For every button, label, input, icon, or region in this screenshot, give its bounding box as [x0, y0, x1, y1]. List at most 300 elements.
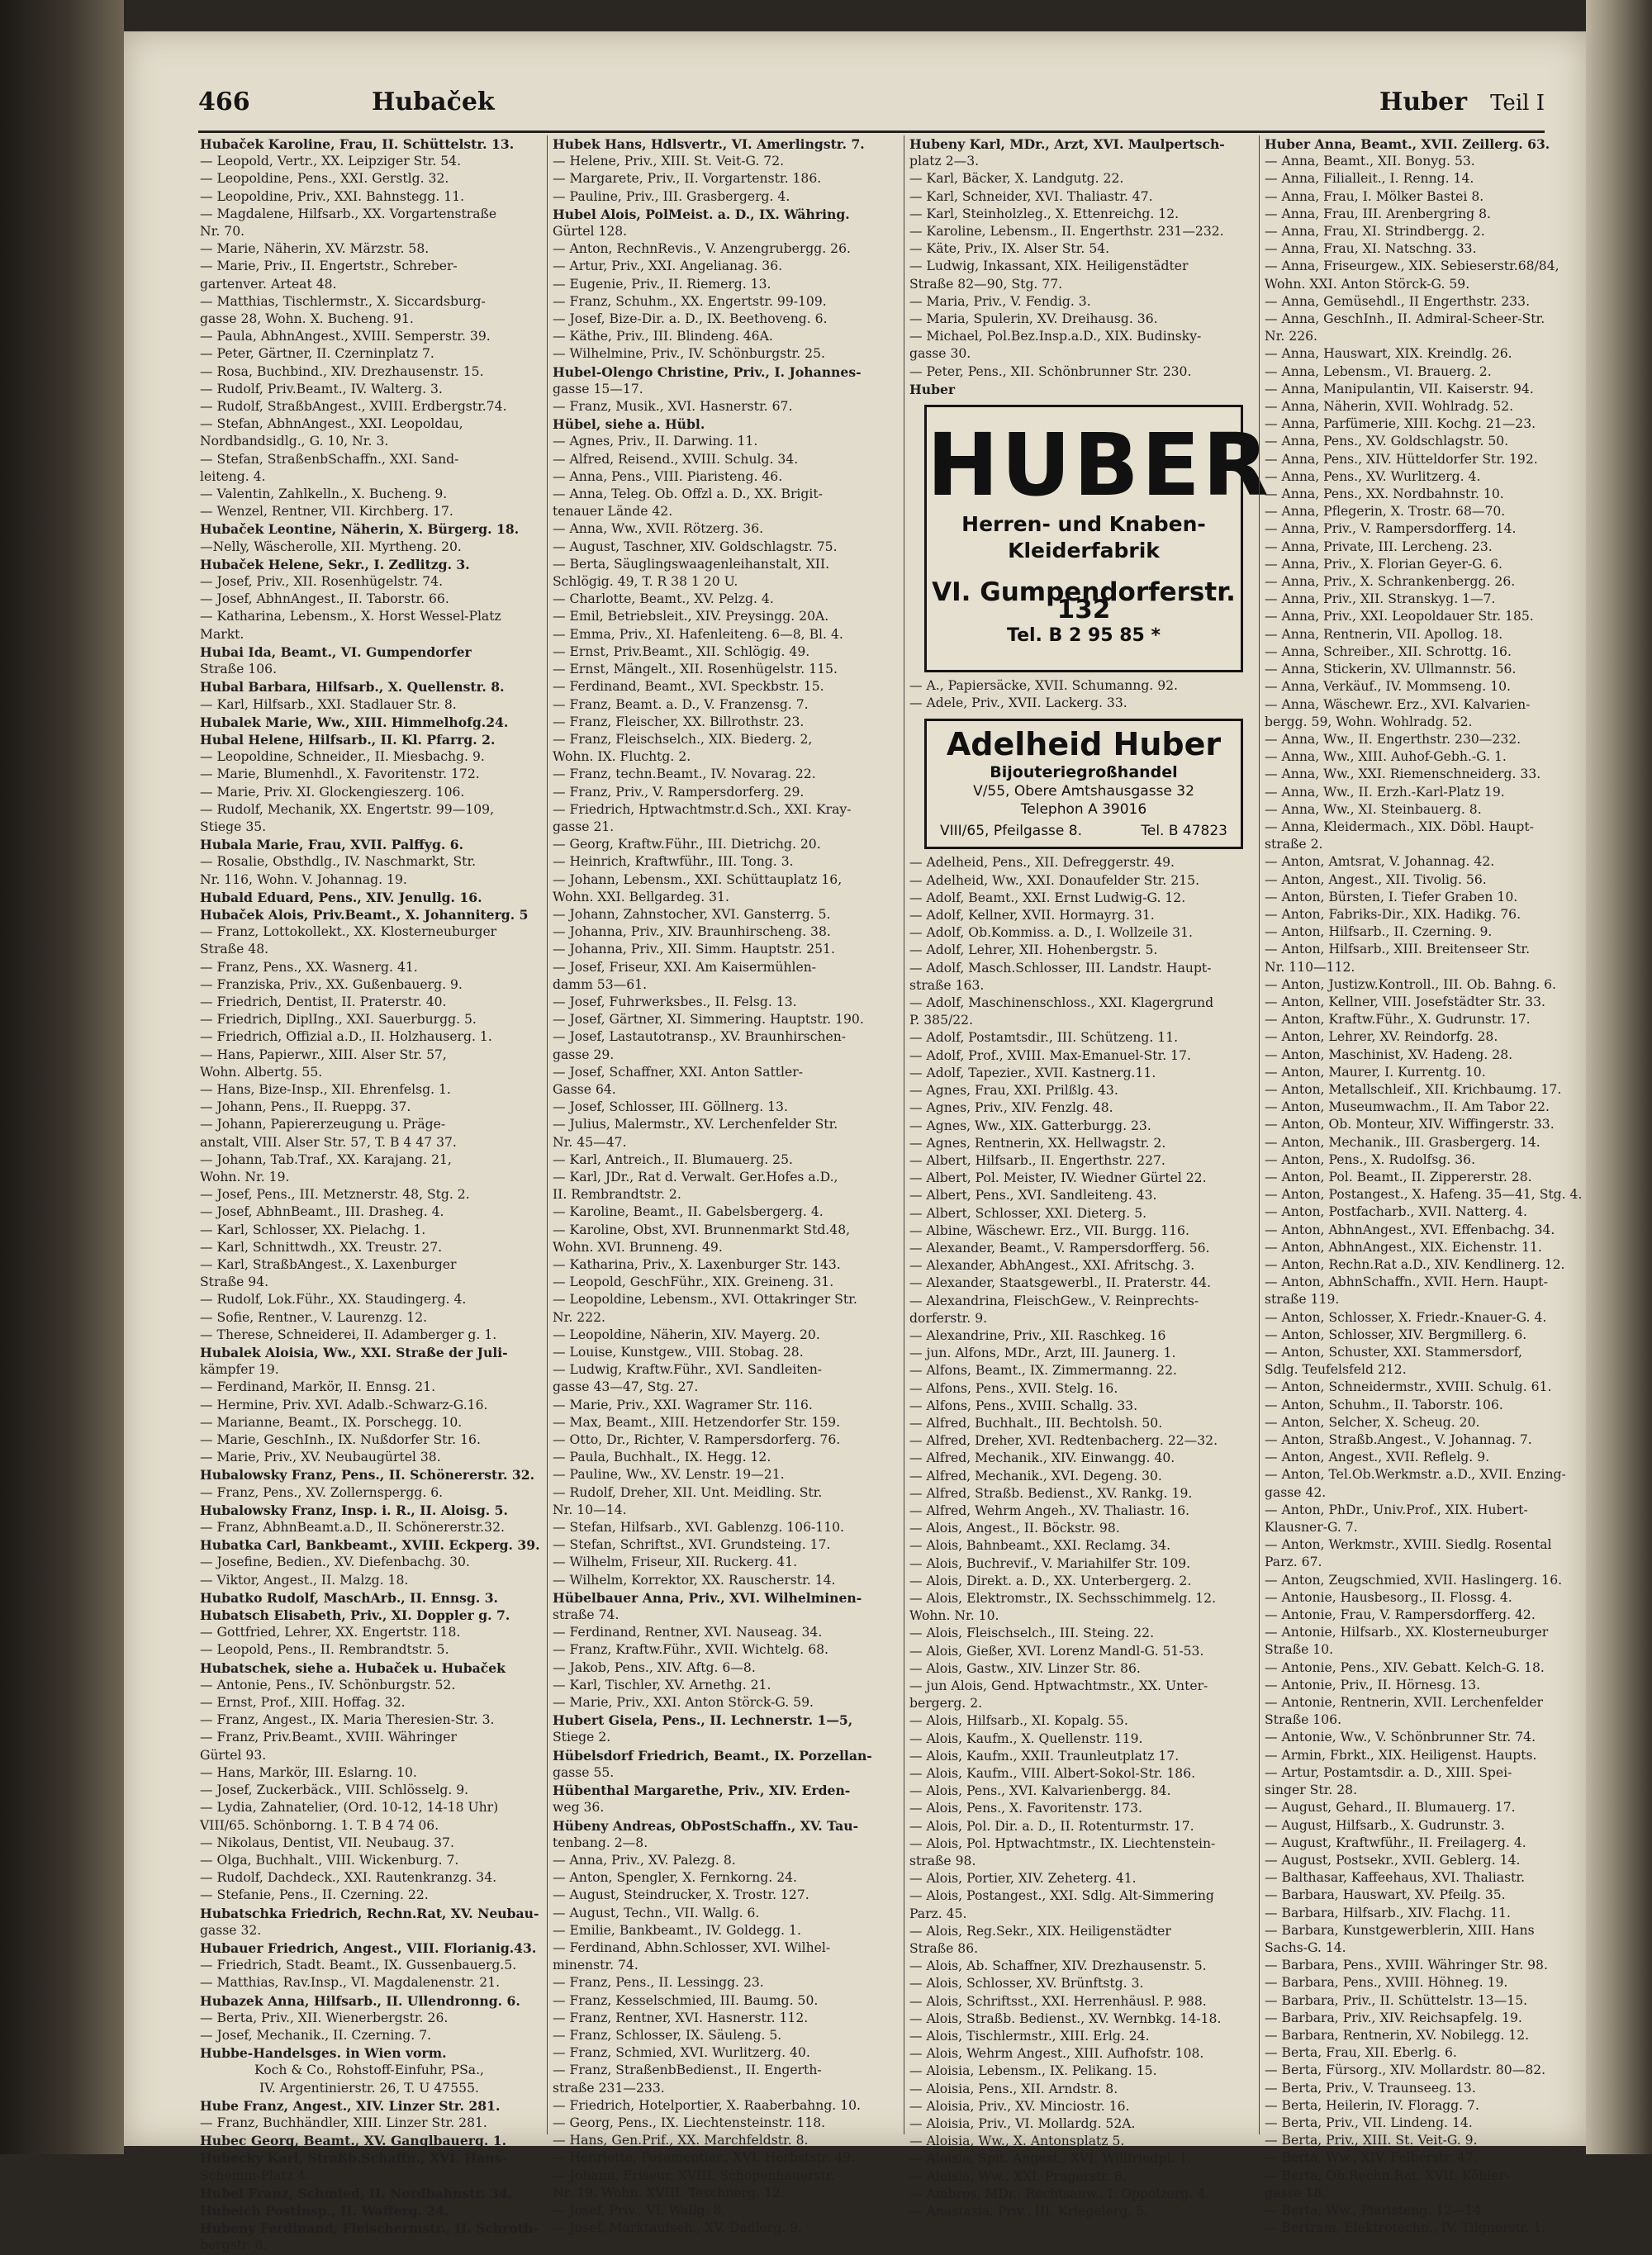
directory-entry-line: — Anna, Manipulantin, VII. Kaiserstr. 94. [1265, 381, 1534, 396]
adelheid-ad-second-location [927, 819, 1241, 840]
directory-entry-line: Hubaček Leontine, Näherin, X. Bürgerg. 18. [200, 521, 520, 538]
directory-entry-line: — Marie, Priv., XV. Neubaugürtel 38. [200, 1450, 441, 1465]
directory-entry-line: Stiege 2. [553, 1730, 611, 1745]
directory-entry-line: — Anton, Kellner, VIII. Josefstädter Str. 33. [1265, 994, 1545, 1009]
directory-entry-line: — Berta, Heilerin, IV. Floragg. 7. [1265, 2097, 1479, 2113]
directory-entry-line: — Artur, Postamtsdir. a. D., XIII. Spei- [1265, 1764, 1512, 1780]
directory-entry-line: straße 98. [909, 1854, 976, 1869]
directory-entry-line: — Agnes, Rentnerin, XX. Hellwagstr. 2. [909, 1135, 1166, 1151]
directory-entry-line: — Ambros, MDr., Rechtsanw., I. Oppolzerg. 4. [909, 2186, 1210, 2201]
directory-page [124, 31, 1586, 2253]
directory-entry-line: Hubeich Postinsp., II. Wafferg. 24. [200, 2202, 449, 2219]
directory-entry-line: Nr. 70. [200, 224, 245, 240]
directory-entry-line: —Nelly, Wäscherolle, XII. Myrtheng. 20. [200, 539, 462, 554]
directory-entry-line: — Anton, Metallschleif., XII. Krichbaumg. 17. [1265, 1081, 1562, 1097]
directory-entry-line: — Helene, Priv., XIII. St. Veit-G. 72. [553, 154, 785, 169]
directory-entry-line: — Artur, Priv., XXI. Angelianag. 36. [553, 259, 783, 274]
directory-entry-line: Straße 106. [200, 662, 278, 677]
directory-entry-line: — Josef, Schlosser, III. Göllnerg. 13. [553, 1099, 788, 1115]
directory-entry-line: — Wilhelm, Korrektor, XX. Rauscherstr. 14. [553, 1572, 836, 1588]
directory-entry-line: — Marie, Näherin, XV. Märzstr. 58. [200, 241, 430, 257]
directory-entry-line: — Josefine, Bedien., XV. Diefenbachg. 30. [200, 1555, 470, 1570]
column-2 [547, 135, 891, 2236]
directory-entry-line: — Anton, Postangest., X. Hafeng. 35—41, Stg. 4. [1265, 1187, 1583, 1203]
directory-entry-line: — Pauline, Priv., III. Grasbergerg. 4. [553, 188, 790, 204]
directory-entry-line: gasse 42. [1265, 1484, 1327, 1500]
directory-entry-line: — Adolf, Lehrer, XII. Hohenbergstr. 5. [909, 942, 1158, 958]
directory-entry-line: Koch & Co., Rohstoff-Einfuhr, PSa., [254, 2063, 485, 2078]
directory-entry-line: — Hans, Bize-Insp., XII. Ehrenfelsg. 1. [200, 1081, 451, 1097]
directory-entry-line: — Magdalene, Hilfsarb., XX. Vorgartenstraße [200, 206, 497, 221]
directory-entry-line: — Heinrich, Kraftwführ., III. Tong. 3. [553, 854, 794, 870]
directory-entry-line: — Max, Beamt., XIII. Hetzendorfer Str. 159. [553, 1414, 841, 1430]
header-left-word: Hubaček [372, 88, 495, 116]
directory-entry-line: — Anton, Tel.Ob.Werkmstr. a.D., XVII. Enzing- [1265, 1467, 1566, 1483]
directory-entry-line: Hubal Barbara, Hilfsarb., X. Quellenstr. 8. [200, 679, 505, 695]
directory-entry-line: — Anton, RechnRevis., V. Anzengrubergg. 26. [553, 241, 851, 257]
directory-entry-line: — August, Postsekr., XVII. Geblerg. 14. [1265, 1852, 1521, 1868]
directory-entry-line: — Hans, Markör, III. Eslarng. 10. [200, 1764, 417, 1780]
directory-entry-line: — Josef, Bize-Dir. a. D., IX. Beethoveng. 6. [553, 311, 828, 327]
directory-entry-line: — Berta, Priv., V. Traunseeg. 13. [1265, 2080, 1476, 2096]
directory-entry-line: — Anna, Priv., XII. Stranskyg. 1—7. [1265, 591, 1496, 607]
directory-entry-line: — Anton, AbhnAngest., XVI. Effenbachg. 34. [1265, 1222, 1555, 1237]
header-part-label: Teil I [1490, 91, 1545, 116]
directory-entry-line: — Franz, Priv.Beamt., XVIII. Währinger [200, 1730, 457, 1745]
directory-entry-line: Hubai Ida, Beamt., VI. Gumpendorfer [200, 643, 472, 660]
directory-entry-line: — Karl, Hilfsarb., XXI. Stadlauer Str. 8. [200, 696, 457, 712]
directory-entry-line: — Alfred, Mechanik., XIV. Einwangg. 40. [909, 1450, 1175, 1466]
directory-entry-line: Hubeny Karl, MDr., Arzt, XVI. Maulpertsch- [909, 136, 1225, 152]
directory-entry-line: — Otto, Dr., Richter, V. Rampersdorferg. 76. [553, 1432, 841, 1448]
directory-entry-line: — Anton, Angest., XVII. Reflelg. 9. [1265, 1450, 1490, 1465]
directory-entry-line: — Ernst, Mängelt., XII. Rosenhügelstr. 115. [553, 662, 838, 677]
directory-entry-line: — Adolf, Beamt., XXI. Ernst Ludwig-G. 12. [909, 890, 1186, 905]
directory-entry-line: — Anna, Ww., II. Erzh.-Karl-Platz 19. [1265, 784, 1505, 800]
directory-entry-line: — Alois, Pol. Dir. a. D., II. Rotenturmstr. 17. [909, 1818, 1194, 1834]
directory-entry-line: — Alois, Gießer, XVI. Lorenz Mandl-G. 51-53. [909, 1643, 1204, 1659]
directory-entry-line: Wohn. Albertg. 55. [200, 1064, 323, 1080]
directory-entry-line: — Peter, Pens., XII. Schönbrunner Str. 230. [909, 363, 1192, 379]
directory-entry-line: — Karl, Bäcker, X. Landgutg. 22. [909, 171, 1124, 187]
directory-entry-line: — Anna, Gemüsehdl., II Engerthstr. 233. [1265, 293, 1531, 309]
directory-entry-line: Hubatschek, siehe a. Hubaček u. Hubaček [200, 1659, 506, 1676]
directory-entry-line: anstalt, VIII. Alser Str. 57, T. B 4 47 37. [200, 1134, 457, 1150]
directory-entry-line: Gürtel 128. [553, 224, 628, 240]
directory-entry-line: — Franziska, Priv., XX. Gußenbauerg. 9. [200, 976, 463, 992]
directory-entry-line: — Matthias, Rav.Insp., VI. Magdalenenstr. 21. [200, 1975, 501, 1991]
directory-entry-line: — Paula, Buchhalt., IX. Hegg. 12. [553, 1450, 771, 1465]
directory-entry-line: Hubel Franz, Schmied, II. Nordbahnstr. 34. [200, 2185, 513, 2201]
directory-entry-line: Hubec Georg, Beamt., XV. Ganglbauerg. 1. [200, 2133, 507, 2149]
directory-entry-line: — Barbara, Pens., XVIII. Währinger Str. 98. [1265, 1958, 1548, 1973]
directory-entry-line: — Aloisia, Pens., XII. Arndstr. 8. [909, 2081, 1118, 2096]
directory-entry-line: — Antonie, Hilfsarb., XX. Klosterneuburger [1265, 1625, 1549, 1640]
directory-entry-line: — Anton, Hilfsarb., XIII. Breitenseer Str. [1265, 942, 1531, 957]
page-edge [1586, 0, 1652, 2154]
directory-entry-line: — Nikolaus, Dentist, VII. Neubaug. 37. [200, 1835, 454, 1850]
directory-entry-line: Hubatko Rudolf, MaschArb., II. Ennsg. 3. [200, 1589, 498, 1606]
directory-entry-line: — Leopoldine, Näherin, XIV. Mayerg. 20. [553, 1327, 820, 1342]
directory-entry-line: — Marie, Priv., XXI. Anton Störck-G. 59. [553, 1695, 814, 1711]
directory-entry-line: — Anna, Priv., X. Florian Geyer-G. 6. [1265, 556, 1502, 572]
directory-entry-line: — Anton, Mechanik., III. Grasbergerg. 14. [1265, 1134, 1540, 1150]
directory-entry-line: — Anna, Ww., II. Engerthstr. 230—232. [1265, 731, 1521, 747]
directory-entry-line: Wohn. Nr. 10. [909, 1608, 999, 1624]
directory-entry-line: — Karl, Schlosser, XX. Pielachg. 1. [200, 1222, 426, 1237]
directory-entry-line: Nr. 45—47. [553, 1134, 627, 1150]
directory-entry-line: — Franz, Schuhm., XX. Engertstr. 99-109. [553, 293, 827, 309]
directory-entry-line: — Karl, Antreich., II. Blumauerg. 25. [553, 1151, 793, 1167]
directory-entry-line: — Alois, Schlosser, XV. Brünftstg. 3. [909, 1976, 1144, 1992]
directory-entry-line: Straße 10. [1265, 1642, 1334, 1658]
huber-clothing-advertisement [924, 405, 1271, 672]
directory-entry-line: — Ludwig, Inkassant, XIX. Heiligenstädter [909, 259, 1189, 274]
directory-entry-line: leiteng. 4. [200, 468, 266, 484]
directory-entry-line: Huber [909, 381, 956, 397]
directory-entry-line: — Josef, Lastautotransp., XV. Braunhirschen- [553, 1029, 847, 1045]
directory-entry-line: — Aloisia, Lebensm., IX. Pelikang. 15. [909, 2063, 1157, 2079]
directory-entry-line: — Käte, Priv., IX. Alser Str. 54. [909, 241, 1110, 257]
directory-entry-line: — Pauline, Ww., XV. Lenstr. 19—21. [553, 1467, 785, 1483]
directory-entry-line: — Stefan, Hilfsarb., XVI. Gablenzg. 106-110. [553, 1520, 844, 1536]
directory-entry-line: — Franz, Kesselschmied, III. Baumg. 50. [553, 1992, 819, 2008]
directory-entry-line: Markt. [200, 626, 244, 642]
directory-entry-line: — Anna, Frau, XI. Strindbergg. 2. [1265, 224, 1485, 240]
directory-entry-line: — Franz, Pens., II. Lessingg. 23. [553, 1975, 764, 1991]
directory-entry-line: — Josef, Marktaufseh., XV. Dadlerg. 9. [553, 2220, 803, 2236]
directory-entry-line: — Alexander, Staatsgewerbl., II. Praterstr. 44. [909, 1275, 1212, 1291]
directory-entry-line: — Alois, Fleischselch., III. Steing. 22. [909, 1626, 1155, 1641]
directory-entry-line: Hubel-Olengo Christine, Priv., I. Johannes- [553, 363, 862, 380]
directory-entry-line: Hubeny Ferdinand, Fleischermstr., II. Schroth- [200, 2220, 539, 2237]
directory-entry-line: Hübenthal Margarethe, Priv., XIV. Erden- [553, 1783, 851, 1799]
directory-entry-line: — Adolf, Tapezier., XVII. Kastnerg.11. [909, 1065, 1156, 1080]
directory-entry-line: — Josef, Fuhrwerksbes., II. Felsg. 13. [553, 994, 797, 1009]
directory-entry-line: Hubatka Carl, Bankbeamt., XVIII. Eckperg. 39. [200, 1537, 540, 1554]
adelheid-ad-name: Adelheid Huber [946, 726, 1222, 763]
directory-entry-line: — jun. Alfons, MDr., Arzt, III. Jaunerg. 1. [909, 1346, 1176, 1361]
directory-entry-line: — Gottfried, Lehrer, XX. Engertstr. 118. [200, 1625, 461, 1640]
directory-entry-line: — Anna, Pens., XV. Wurlitzerg. 4. [1265, 468, 1481, 484]
directory-entry-line: Hubal Helene, Hilfsarb., II. Kl. Pfarrg. 2. [200, 731, 496, 748]
directory-entry-line: — Karl, Tischler, XV. Arnethg. 21. [553, 1677, 771, 1692]
directory-entry-line: — Anton, Zeugschmied, XVII. Haslingerg. 16. [1265, 1572, 1563, 1588]
directory-entry-line: — Alexandrina, FleischGew., V. Reinprechts- [909, 1293, 1199, 1308]
directory-entry-line: — Adolf, Prof., XVIII. Max-Emanuel-Str. 17. [909, 1047, 1191, 1063]
directory-entry-line: — Alois, Postangest., XXI. Sdlg. Alt-Simmering [909, 1888, 1214, 1904]
directory-entry-line: — Wilhelmine, Priv., IV. Schönburgstr. 25. [553, 346, 825, 362]
directory-entry-line: Parz. 45. [909, 1906, 967, 1921]
directory-entry-line: — Anton, Schlosser, XIV. Bergmillerg. 6. [1265, 1327, 1527, 1342]
directory-entry-line: — Leopoldine, Schneider., II. Miesbachg. 9. [200, 749, 485, 765]
directory-entry-line: — Anton, Fabriks-Dir., XIX. Hadikg. 76. [1265, 906, 1521, 922]
directory-entry-line: Hubauer Friedrich, Angest., VIII. Florianig.43. [200, 1939, 537, 1956]
directory-entry-line: weg 36. [553, 1800, 605, 1816]
directory-entry-line: — Anton, Hilfsarb., II. Czerning. 9. [1265, 924, 1493, 940]
directory-entry-line: — Adolf, Kellner, XVII. Hormayrg. 31. [909, 908, 1155, 923]
directory-entry-line: — Katharina, Priv., X. Laxenburger Str. 143. [553, 1257, 841, 1272]
directory-entry-line: — Ernst, Prof., XIII. Hoffag. 32. [200, 1695, 406, 1711]
directory-entry-line: — Aloisia, Priv., XV. Minciostr. 16. [909, 2098, 1130, 2114]
directory-entry-line: — Balthasar, Kaffeehaus, XVI. Thaliastr. [1265, 1870, 1526, 1886]
directory-entry-line: — Rudolf, StraßbAngest., XVIII. Erdbergstr.74. [200, 399, 507, 415]
directory-entry-line: — Anton, Museumwachm., II. Am Tabor 22. [1265, 1099, 1550, 1115]
directory-entry-line: — Matthias, Tischlermstr., X. Siccardsburg- [200, 293, 486, 309]
directory-entry-line: — Josef, AbhnBeamt., III. Drasheg. 4. [200, 1204, 444, 1220]
directory-entry-line: — Anna, Verkäuf., IV. Mommseng. 10. [1265, 679, 1512, 695]
directory-entry-line: — Agnes, Frau, XXI. Prilßlg. 43. [909, 1083, 1118, 1099]
directory-entry-line: gasse 32. [200, 1922, 262, 1938]
directory-entry-line: — Albert, Schlosser, XXI. Dieterg. 5. [909, 1205, 1147, 1221]
directory-entry-line: — Anton, Schuhm., II. Taborstr. 106. [1265, 1397, 1503, 1412]
directory-entry-line: — Anna, Pens., VIII. Piaristeng. 46. [553, 468, 783, 484]
directory-entry-line: Hübelsdorf Friedrich, Beamt., IX. Porzellan- [553, 1747, 872, 1764]
directory-entry-line: Straße 106. [1265, 1712, 1342, 1728]
directory-entry-line: — Johanna, Priv., XII. Simm. Hauptstr. 251. [553, 942, 835, 957]
directory-entry-line: — August, Kraftwführ., II. Freilagerg. 4. [1265, 1835, 1526, 1850]
directory-entry-line: — Alois, Kaufm., X. Quellenstr. 119. [909, 1730, 1143, 1746]
page-number: 466 [198, 88, 250, 116]
directory-entry-line: — Karl, StraßbAngest., X. Laxenburger [200, 1257, 457, 1272]
adelheid-huber-advertisement [924, 719, 1243, 849]
adelheid-ad-kind: Bijouteriegroßhandel [990, 763, 1178, 782]
book-spine [0, 0, 124, 2154]
directory-entry-line: straße 2. [1265, 837, 1323, 852]
directory-entry-line: — Ludwig, Kraftw.Führ., XVI. Sandleiten- [553, 1362, 823, 1378]
directory-entry-line: — Marie, Priv., II. Engertstr., Schreber- [200, 259, 458, 274]
directory-entry-line: Wohn. XVI. Brunneng. 49. [553, 1239, 723, 1255]
directory-entry-line: — Karl, Schnittwdh., XX. Treustr. 27. [200, 1239, 443, 1255]
directory-entry-line: tenbang. 2—8. [553, 1835, 648, 1850]
directory-entry-line: — Anna, Pflegerin, X. Trostr. 68—70. [1265, 504, 1506, 520]
directory-entry-line: Hubaček Karoline, Frau, II. Schüttelstr. 13. [200, 136, 515, 152]
directory-entry-line: — Anton, Bürsten, I. Tiefer Graben 10. [1265, 889, 1518, 904]
directory-entry-line: — Friedrich, Dentist, II. Praterstr. 40. [200, 994, 447, 1009]
directory-entry-line: — Alois, Kaufm., XXII. Traunleutplatz 17. [909, 1748, 1180, 1764]
directory-entry-line: Straße 48. [200, 942, 269, 957]
directory-entry-line: — Georg, Pens., IX. Liechtensteinstr. 118. [553, 2115, 826, 2130]
page-header [198, 84, 1545, 133]
directory-entry-line: — Anton, Amtsrat, V. Johannag. 42. [1265, 854, 1495, 870]
directory-entry-line: — Barbara, Rentnerin, XV. Nobilegg. 12. [1265, 2027, 1530, 2043]
directory-entry-line: — Maria, Spulerin, XV. Dreihausg. 36. [909, 311, 1158, 327]
directory-entry-line: — Josef, Zuckerbäck., VIII. Schlösselg. 9. [200, 1783, 469, 1798]
directory-entry-line: — Alois, Kaufm., VIII. Albert-Sokol-Str. 186. [909, 1766, 1196, 1782]
directory-entry-line: — Anna, Private, III. Lercheng. 23. [1265, 539, 1493, 554]
directory-entry-line: — Josef, Schaffner, XXI. Anton Sattler- [553, 1064, 803, 1080]
directory-entry-line: — Josef, Gärtner, XI. Simmering. Hauptstr. 190. [553, 1012, 864, 1028]
directory-entry-line: — August, Steindrucker, X. Trostr. 127. [553, 1887, 809, 1903]
directory-entry-line: — Marie, Blumenhdl., X. Favoritenstr. 172. [200, 767, 480, 782]
directory-entry-line: Hübelbauer Anna, Priv., XVI. Wilhelminen- [553, 1589, 862, 1606]
directory-entry-line: — Adele, Priv., XVII. Lackerg. 33. [909, 695, 1127, 711]
directory-entry-line: — Jakob, Pens., XIV. Aftg. 6—8. [553, 1659, 756, 1675]
directory-entry-line: Nr. 19, Wohn. XVIII. Teschnerg. 12. [553, 2185, 785, 2200]
directory-entry-line: — Anton, AbhnSchaffn., XVII. Hern. Haupt- [1265, 1275, 1548, 1290]
directory-entry-line: Sachs-G. 14. [1265, 1939, 1346, 1955]
directory-entry-line: Hube Franz, Angest., XIV. Linzer Str. 281. [200, 2097, 501, 2114]
directory-entry-line: Nr. 222. [553, 1309, 606, 1325]
directory-entry-line: — Anna, Priv., XV. Palezg. 8. [553, 1852, 736, 1868]
directory-entry-line: — Alois, Ab. Schaffner, XIV. Drezhausenstr. 5. [909, 1958, 1207, 1974]
directory-entry-line: — Emma, Priv., XI. Hafenleiteng. 6—8, Bl. 4. [553, 626, 843, 642]
directory-entry-line: — Josef, Priv., VI. Wallg. 8. [553, 2202, 726, 2218]
directory-entry-line: Hubert Gisela, Pens., II. Lechnerstr. 1—5, [553, 1712, 853, 1729]
directory-entry-line: — Friedrich, DiplIng., XXI. Sauerburgg. 5. [200, 1012, 477, 1028]
directory-entry-line: — Johann, Pens., II. Rueppg. 37. [200, 1099, 411, 1115]
directory-entry-line: — Maria, Priv., V. Fendig. 3. [909, 293, 1091, 309]
directory-entry-line: — Josef, AbhnAngest., II. Taborstr. 66. [200, 591, 449, 607]
directory-entry-line: — Franz, Fleischselch., XIX. Biederg. 2, [553, 731, 813, 747]
directory-entry-line: — Leopoldine, Priv., XXI. Bahnstegg. 11. [200, 188, 465, 204]
directory-entry-line: — Olga, Buchhalt., VIII. Wickenburg. 7. [200, 1852, 459, 1868]
directory-entry-line: — Marie, Priv. XI. Glockengieszerg. 106. [200, 784, 465, 800]
directory-entry-line: — Adolf, Ob.Kommiss. a. D., I. Wollzeile 31. [909, 925, 1193, 941]
directory-entry-line: — Anna, Parfümerie, XIII. Kochg. 21—23. [1265, 416, 1536, 432]
directory-entry-line: — Anton, Kraftw.Führ., X. Gudrunstr. 17. [1265, 1012, 1531, 1028]
directory-entry-line: — August, Hilfsarb., X. Gudrunstr. 3. [1265, 1817, 1505, 1833]
directory-entry-line: — Ferdinand, Beamt., XVI. Speckbstr. 15. [553, 679, 824, 695]
directory-entry-line: — Alexander, AbhAngest., XXI. Afritschg. 3. [909, 1258, 1195, 1274]
directory-entry-line: — Hans, Papierwr., XIII. Alser Str. 57, [200, 1047, 447, 1062]
directory-entry-line: — Barbara, Priv., II. Schüttelstr. 13—15. [1265, 1992, 1528, 2008]
directory-entry-line: — Berta, Ob.Rechn.Rat, XVII. Köhler- [1265, 2167, 1510, 2183]
directory-entry-line: — Anton, Rechn.Rat a.D., XIV. Kendlinerg. 12. [1265, 1257, 1565, 1272]
directory-entry-line: gartenver. Arteat 48. [200, 276, 337, 292]
directory-entry-line: — Anna, Pens., XX. Nordbahnstr. 10. [1265, 487, 1504, 502]
directory-entry-line: — Hermine, Priv. XVI. Adalb.-Schwarz-G.16. [200, 1397, 488, 1412]
directory-entry-line: platz 2—3. [909, 154, 980, 169]
directory-entry-line: — Anna, Frau, III. Arenbergring 8. [1265, 206, 1491, 221]
directory-entry-line: — Franz, Priv., V. Rampersdorferg. 29. [553, 784, 805, 800]
directory-entry-line: — Rudolf, Lok.Führ., XX. Staudingerg. 4. [200, 1292, 467, 1308]
directory-entry-line: — Alois, Tischlermstr., XIII. Erlg. 24. [909, 2029, 1150, 2044]
directory-entry-line: — Rosalie, Obsthdlg., IV. Naschmarkt, Str. [200, 854, 477, 870]
huber-ad-address: VI. Gumpendorferstr. 132 [932, 577, 1236, 625]
directory-entry-line: — Anna, Lebensm., VI. Brauerg. 2. [1265, 363, 1492, 379]
adelheid-ad-address2: VIII/65, Pfeilgasse 8. [940, 823, 1082, 840]
directory-entry-line: — Barbara, Pens., XVIII. Höhneg. 19. [1265, 1975, 1508, 1991]
directory-entry-line: — Johann, Tab.Traf., XX. Karajang. 21, [200, 1151, 452, 1167]
directory-entry-line: — Alfons, Beamt., IX. Zimmermanng. 22. [909, 1363, 1177, 1379]
directory-entry-line: Hubazek Anna, Hilfsarb., II. Ullendronng. 6. [200, 1992, 520, 2009]
directory-entry-line: Nr. 10—14. [553, 1502, 627, 1517]
directory-entry-line: — Berta, Säuglingswaagenleihanstalt, XII. [553, 556, 830, 572]
directory-entry-line: — Anna, Frau, XI. Natschng. 33. [1265, 241, 1477, 257]
directory-entry-line: — Alois, Schriftsst., XXI. Herrenhäusl. P. 988. [909, 1993, 1207, 2009]
directory-entry-line: Straße 82—90, Stg. 77. [909, 276, 1063, 292]
directory-entry-line: Huber Anna, Beamt., XVII. Zeillerg. 63. [1265, 136, 1550, 152]
directory-entry-line: Schemm-Platz 4. [200, 2167, 310, 2183]
directory-entry-line: gasse 43—47, Stg. 27. [553, 1379, 699, 1395]
column-3-top-entries [909, 135, 1248, 398]
directory-entry-line: — Anna, Ww., XIII. Auhof-Gebh.-G. 1. [1265, 749, 1507, 765]
directory-entry-line: Stiege 35. [200, 819, 267, 834]
directory-entry-line: — Katharina, Lebensm., X. Horst Wessel-Platz [200, 609, 501, 624]
directory-entry-line: — Berta, Priv., VII. Lindeng. 14. [1265, 2115, 1473, 2130]
directory-entry-line: — Anton, Werkmstr., XVIII. Siedlg. Rosental [1265, 1537, 1552, 1553]
directory-entry-line: — Aloisia, Ww., XXI. Pragerstr. 8. [909, 2168, 1127, 2184]
directory-entry-line: — Alfred, Straßb. Bedienst., XV. Rankg. 19. [909, 1485, 1193, 1501]
directory-entry-line: — Anna, Ww., XVII. Rötzerg. 36. [553, 521, 764, 537]
directory-entry-line: — Adelheid, Ww., XXI. Donaufelder Str. 215. [909, 872, 1200, 888]
directory-entry-line: Straße 86. [909, 1941, 979, 1957]
directory-entry-line: — Anna, Hauswart, XIX. Kreindlg. 26. [1265, 346, 1512, 362]
directory-entry-line: — Franz, Schmied, XVI. Wurlitzerg. 40. [553, 2045, 810, 2061]
directory-entry-line: VIII/65. Schönborng. 1. T. B 4 74 06. [200, 1817, 439, 1833]
directory-entry-line: — August, Taschner, XIV. Goldschlagstr. 75. [553, 539, 838, 554]
directory-entry-line: — Alois, Elektromstr., IX. Sechsschimmelg. 12. [909, 1590, 1217, 1606]
directory-entry-line: — Barbara, Priv., XIV. Reichsapfelg. 19. [1265, 2010, 1522, 2025]
directory-entry-line: — Johann, Lebensm., XXI. Schüttauplatz 16, [553, 871, 843, 887]
directory-entry-line: — Anna, Ww., XI. Steinbauerg. 8. [1265, 801, 1482, 817]
directory-entry-line: bergerg. 2. [909, 1696, 983, 1711]
directory-entry-line: Hubala Marie, Frau, XVII. Palffyg. 6. [200, 837, 464, 853]
directory-entry-line: — Anton, Straßb.Angest., V. Johannag. 7. [1265, 1432, 1532, 1448]
directory-entry-line: — Anton, Pol. Beamt., II. Zippererstr. 28. [1265, 1169, 1532, 1184]
directory-entry-line: minenstr. 74. [553, 1958, 638, 1973]
directory-entry-line: — Anton, Lehrer, XV. Reindorfg. 28. [1265, 1029, 1498, 1045]
directory-entry-line: — Adelheid, Pens., XII. Defreggerstr. 49. [909, 855, 1175, 871]
directory-entry-line: — Leopoldine, Pens., XXI. Gerstlg. 32. [200, 171, 449, 187]
directory-entry-line: Straße 94. [200, 1275, 269, 1290]
directory-entry-line: Wohn. Nr. 19. [200, 1169, 290, 1184]
directory-entry-line: gasse 15—17. [553, 381, 643, 396]
directory-entry-line: — Ferdinand, Abhn.Schlosser, XVI. Wilhel- [553, 1939, 831, 1955]
directory-entry-line: — Franz, Rentner, XVI. Hasnerstr. 112. [553, 2010, 809, 2025]
directory-entry-line: — Franz, techn.Beamt., IV. Novarag. 22. [553, 767, 816, 782]
directory-entry-line: — Leopold, GeschFühr., XIX. Greineng. 31. [553, 1275, 834, 1290]
directory-entry-line: — Alfons, Pens., XVIII. Schallg. 33. [909, 1398, 1138, 1413]
directory-entry-line: — Aloisia, Priv., VI. Mollardg. 52A. [909, 2116, 1136, 2132]
directory-entry-line: Wohn. XXI. Bellgardeg. 31. [553, 889, 729, 904]
directory-entry-line: Hubaček Helene, Sekr., I. Zedlitzg. 3. [200, 556, 470, 572]
directory-entry-line: — Agnes, Priv., II. Darwing. 11. [553, 434, 758, 449]
directory-entry-line: tenauer Lände 42. [553, 504, 673, 520]
directory-entry-line: — Wilhelm, Friseur, XII. Ruckerg. 41. [553, 1555, 798, 1570]
directory-entry-line: — Berta, Frau, XII. Eberlg. 6. [1265, 2045, 1457, 2061]
column-3 [904, 135, 1271, 2219]
directory-entry-line: — Alois, Reg.Sekr., XIX. Heiligenstädter [909, 1923, 1171, 1939]
directory-entry-line: — Franz, StraßenbBedienst., II. Engerth- [553, 2063, 822, 2078]
directory-entry-line: — Johann, Zahnstocher, XVI. Gansterrg. 5. [553, 906, 831, 922]
directory-entry-line: — Albert, Pol. Meister, IV. Wiedner Gürtel 22. [909, 1170, 1207, 1186]
directory-entry-line: Hubel Alois, PolMeist. a. D., IX. Währing. [553, 206, 850, 222]
huber-ad-line1: Herren- und Knaben- [961, 512, 1206, 537]
column-1 [200, 135, 540, 2253]
directory-entry-line: gasse 18. [1265, 2185, 1327, 2200]
directory-entry-line: Wohn. XXI. Anton Störck-G. 59. [1265, 276, 1470, 292]
directory-entry-line: — Anna, Priv., XXI. Leopoldauer Str. 185. [1265, 609, 1534, 624]
huber-ad-line2: Kleiderfabrik [1008, 539, 1160, 563]
directory-entry-line: — Louise, Kunstgew., VIII. Stobag. 28. [553, 1345, 804, 1360]
column-4 [1259, 135, 1595, 2236]
directory-entry-line: — Alfons, Pens., XVII. Stelg. 16. [909, 1380, 1118, 1396]
directory-entry-line: — Stefanie, Pens., II. Czerning. 22. [200, 1887, 429, 1903]
directory-entry-line: gasse 55. [553, 1764, 615, 1780]
directory-entry-line: — Armin, Fbrkt., XIX. Heiligenst. Haupts. [1265, 1747, 1537, 1763]
directory-entry-line: — Alois, Pens., X. Favoritenstr. 173. [909, 1801, 1142, 1816]
directory-entry-line: Gasse 64. [553, 1081, 616, 1097]
directory-entry-line: gasse 21. [553, 819, 615, 834]
directory-entry-line: — Ferdinand, Rentner, XVI. Nauseag. 34. [553, 1625, 823, 1640]
directory-entry-line: — Karl, JDr., Rat d. Verwalt. Ger.Hofes a.D., [553, 1169, 838, 1184]
directory-entry-line: — Rosa, Buchbind., XIV. Drezhausenstr. 15. [200, 363, 484, 379]
directory-entry-line: — Anton, Schlosser, X. Friedr.-Knauer-G. 4. [1265, 1309, 1547, 1325]
directory-entry-line: — Valentin, Zahlkelln., X. Bucheng. 9. [200, 487, 448, 502]
directory-entry-line: — Karl, Schneider, XVI. Thaliastr. 47. [909, 188, 1153, 204]
